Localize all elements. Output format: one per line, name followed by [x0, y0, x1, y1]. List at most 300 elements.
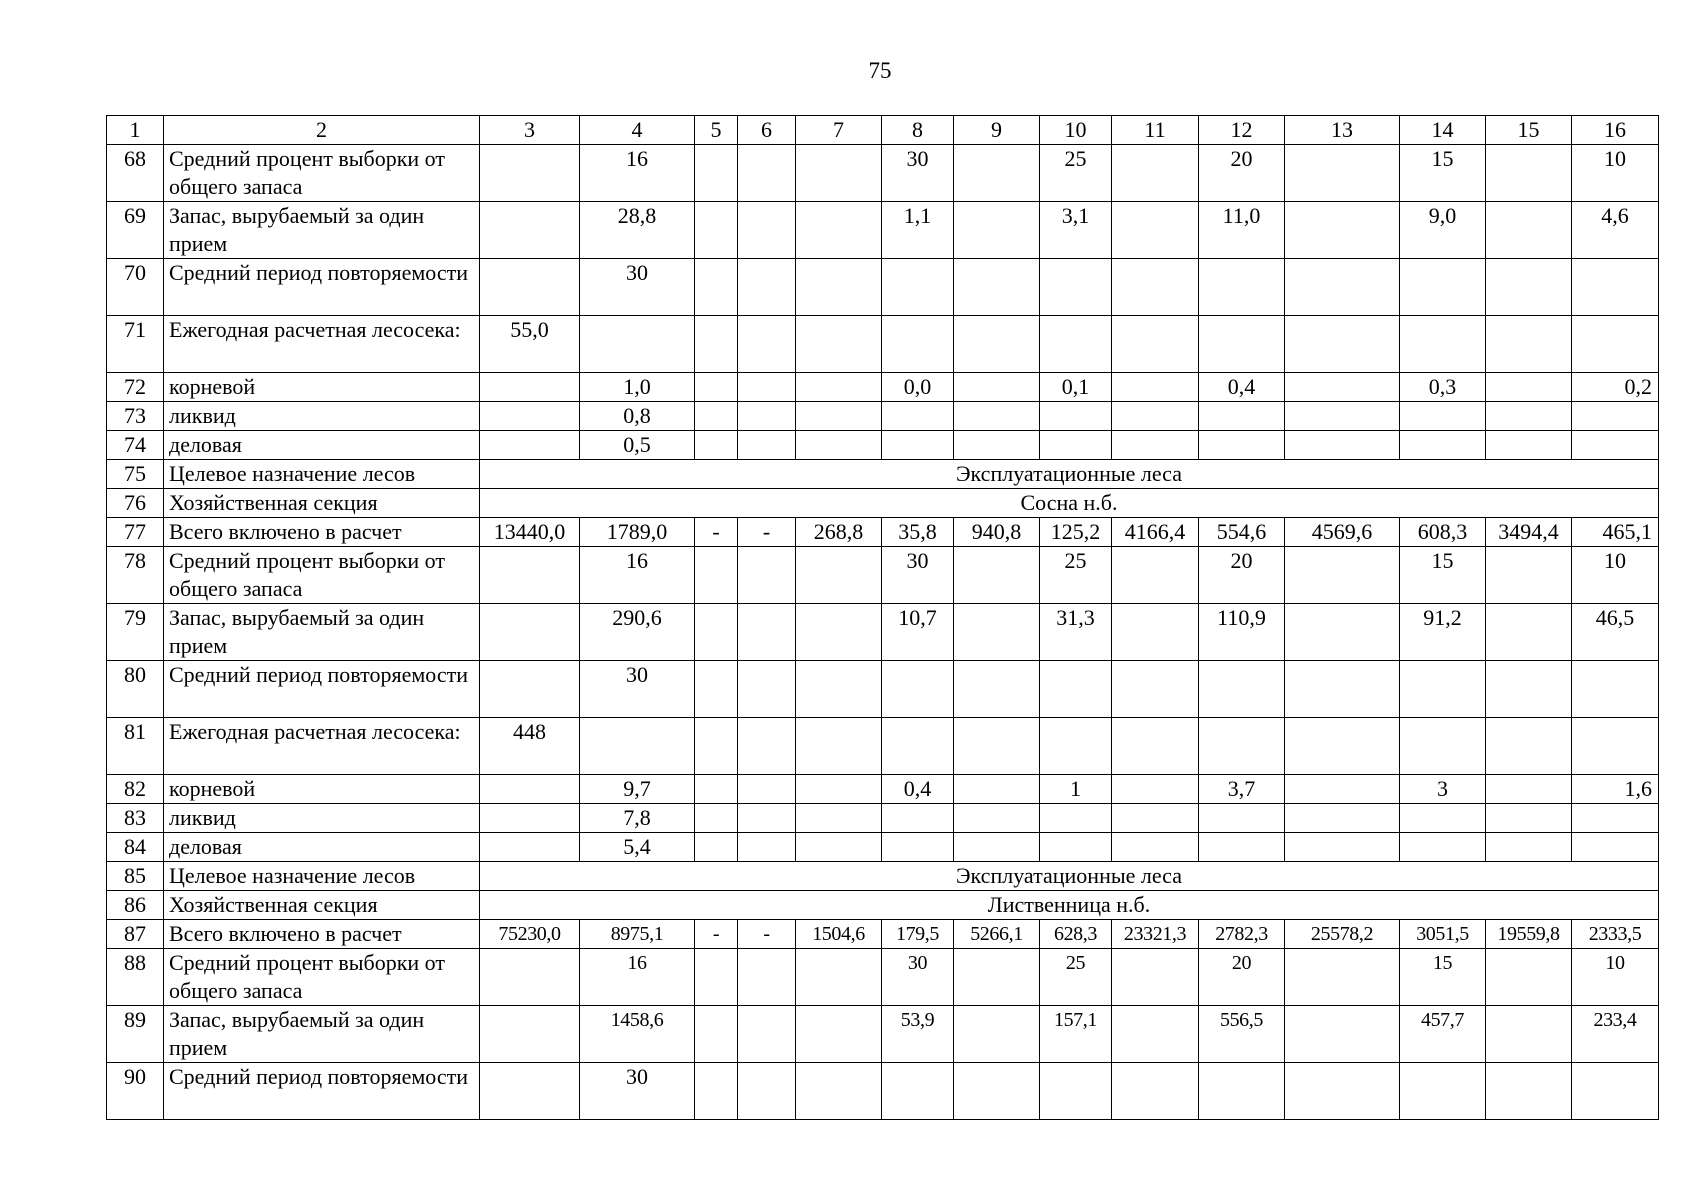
data-cell [695, 316, 738, 373]
section-value: Лиственница н.б. [480, 891, 1659, 920]
data-cell [1285, 804, 1400, 833]
data-cell [1400, 1063, 1486, 1120]
header-cell: 8 [882, 116, 954, 145]
header-cell: 16 [1572, 116, 1659, 145]
data-cell [695, 202, 738, 259]
row-number: 75 [107, 460, 164, 489]
data-cell [1486, 259, 1572, 316]
row-number: 70 [107, 259, 164, 316]
table-row [107, 402, 1659, 431]
row-number: 76 [107, 489, 164, 518]
row-number: 81 [107, 718, 164, 775]
data-cell: 465,1 [1572, 518, 1659, 547]
data-cell [1199, 718, 1285, 775]
data-cell [1040, 402, 1112, 431]
data-cell: 16 [580, 547, 695, 604]
table-row [107, 604, 1659, 661]
data-cell: 5,4 [580, 833, 695, 862]
data-cell: 30 [882, 547, 954, 604]
header-cell: 2 [164, 116, 480, 145]
data-cell: 3494,4 [1486, 518, 1572, 547]
data-cell: 125,2 [1040, 518, 1112, 547]
data-cell [1112, 431, 1199, 460]
row-label: ликвид [164, 804, 480, 833]
data-cell [1285, 833, 1400, 862]
data-cell [480, 402, 580, 431]
data-cell [1400, 804, 1486, 833]
data-cell: 30 [580, 1063, 695, 1120]
data-cell [1400, 402, 1486, 431]
data-cell [480, 259, 580, 316]
row-number: 78 [107, 547, 164, 604]
data-cell: 9,7 [580, 775, 695, 804]
data-cell: 179,5 [882, 920, 954, 949]
data-cell [954, 604, 1040, 661]
data-cell [695, 547, 738, 604]
row-number: 83 [107, 804, 164, 833]
data-cell: 608,3 [1400, 518, 1486, 547]
data-cell [1572, 316, 1659, 373]
data-cell [954, 145, 1040, 202]
data-cell: 23321,3 [1112, 920, 1199, 949]
data-cell: 15 [1400, 145, 1486, 202]
data-cell [1486, 775, 1572, 804]
data-cell [954, 402, 1040, 431]
data-cell [796, 259, 882, 316]
data-cell: 10 [1572, 547, 1659, 604]
data-cell: 16 [580, 145, 695, 202]
data-cell [954, 547, 1040, 604]
data-cell [1486, 833, 1572, 862]
data-cell: 20 [1199, 949, 1285, 1006]
data-cell: 3,1 [1040, 202, 1112, 259]
data-cell [1486, 604, 1572, 661]
data-cell: 3051,5 [1400, 920, 1486, 949]
table-row [107, 1006, 1659, 1063]
data-cell [1112, 373, 1199, 402]
data-cell [1199, 316, 1285, 373]
data-cell: 268,8 [796, 518, 882, 547]
row-label: Средний период повторяемости [164, 259, 480, 316]
data-cell [1112, 661, 1199, 718]
row-number: 84 [107, 833, 164, 862]
data-cell [796, 547, 882, 604]
data-cell [1112, 145, 1199, 202]
header-cell: 9 [954, 116, 1040, 145]
data-cell: 15 [1400, 547, 1486, 604]
data-cell: 1504,6 [796, 920, 882, 949]
row-number: 68 [107, 145, 164, 202]
section-value: Эксплуатационные леса [480, 460, 1659, 489]
data-cell [796, 804, 882, 833]
data-cell: 19559,8 [1486, 920, 1572, 949]
data-cell [954, 804, 1040, 833]
data-cell [1285, 1063, 1400, 1120]
data-cell: 25 [1040, 145, 1112, 202]
data-cell [1400, 259, 1486, 316]
data-cell [796, 604, 882, 661]
row-label: Запас, вырубаемый за один прием [164, 604, 480, 661]
row-number: 80 [107, 661, 164, 718]
data-cell [1112, 949, 1199, 1006]
page-number: 75 [868, 58, 892, 83]
data-cell: 11,0 [1199, 202, 1285, 259]
row-label: Средний процент выборки от общего запаса [164, 145, 480, 202]
table-row [107, 804, 1659, 833]
data-cell [738, 1063, 796, 1120]
data-cell [954, 316, 1040, 373]
data-cell: 457,7 [1400, 1006, 1486, 1063]
data-cell [1112, 804, 1199, 833]
header-cell: 12 [1199, 116, 1285, 145]
data-cell [796, 949, 882, 1006]
data-cell [954, 661, 1040, 718]
data-cell: 0,4 [1199, 373, 1285, 402]
data-cell [1199, 259, 1285, 316]
data-cell [480, 373, 580, 402]
data-cell [1486, 718, 1572, 775]
data-cell: 110,9 [1199, 604, 1285, 661]
header-cell: 5 [695, 116, 738, 145]
data-cell [1572, 431, 1659, 460]
data-cell: 7,8 [580, 804, 695, 833]
data-cell [1285, 547, 1400, 604]
row-number: 72 [107, 373, 164, 402]
data-cell [954, 373, 1040, 402]
data-cell [695, 373, 738, 402]
data-cell [1199, 804, 1285, 833]
data-cell [480, 202, 580, 259]
data-cell [954, 1063, 1040, 1120]
data-cell [954, 949, 1040, 1006]
data-cell: 4166,4 [1112, 518, 1199, 547]
data-cell: 4569,6 [1285, 518, 1400, 547]
row-label: Хозяйственная секция [164, 891, 480, 920]
data-cell [738, 949, 796, 1006]
row-number: 82 [107, 775, 164, 804]
data-cell [1486, 547, 1572, 604]
data-cell: - [738, 920, 796, 949]
data-cell [695, 604, 738, 661]
table-row [107, 661, 1659, 718]
data-cell [1400, 661, 1486, 718]
data-cell [1112, 718, 1199, 775]
data-cell [1285, 1006, 1400, 1063]
data-cell [480, 604, 580, 661]
row-label: Всего включено в расчет [164, 518, 480, 547]
data-cell: 3,7 [1199, 775, 1285, 804]
data-cell [954, 1006, 1040, 1063]
header-cell: 14 [1400, 116, 1486, 145]
data-cell [695, 661, 738, 718]
data-cell [796, 202, 882, 259]
data-cell: 628,3 [1040, 920, 1112, 949]
table-row [107, 518, 1659, 547]
data-cell [1486, 804, 1572, 833]
data-cell [695, 1006, 738, 1063]
data-cell [695, 431, 738, 460]
data-cell [480, 431, 580, 460]
row-number: 87 [107, 920, 164, 949]
data-cell [1285, 604, 1400, 661]
data-cell [1285, 402, 1400, 431]
data-cell [1572, 804, 1659, 833]
data-cell [1285, 718, 1400, 775]
row-label: Запас, вырубаемый за один прием [164, 202, 480, 259]
row-number: 74 [107, 431, 164, 460]
data-cell: 4,6 [1572, 202, 1659, 259]
data-cell [738, 604, 796, 661]
data-cell [738, 431, 796, 460]
row-label: корневой [164, 775, 480, 804]
table-row [107, 920, 1659, 949]
data-cell [1572, 718, 1659, 775]
data-cell: 554,6 [1199, 518, 1285, 547]
data-cell [1572, 661, 1659, 718]
data-cell [1486, 1063, 1572, 1120]
data-cell [738, 661, 796, 718]
data-cell: 9,0 [1400, 202, 1486, 259]
data-cell [738, 145, 796, 202]
data-cell: 0,5 [580, 431, 695, 460]
data-cell [1400, 316, 1486, 373]
data-cell [796, 316, 882, 373]
data-cell [796, 431, 882, 460]
data-cell [796, 373, 882, 402]
data-cell [1112, 547, 1199, 604]
header-cell: 15 [1486, 116, 1572, 145]
data-cell [695, 718, 738, 775]
data-cell [1112, 1063, 1199, 1120]
row-number: 69 [107, 202, 164, 259]
data-cell [1199, 431, 1285, 460]
data-cell [1112, 775, 1199, 804]
forest-data-table [106, 115, 1659, 1120]
data-cell [480, 775, 580, 804]
header-cell: 7 [796, 116, 882, 145]
row-number: 86 [107, 891, 164, 920]
data-cell [1572, 1063, 1659, 1120]
data-cell [480, 1063, 580, 1120]
data-cell [580, 316, 695, 373]
data-cell: 1,6 [1572, 775, 1659, 804]
data-cell: 20 [1199, 145, 1285, 202]
data-cell [954, 259, 1040, 316]
table-row [107, 202, 1659, 259]
data-cell [480, 833, 580, 862]
data-cell: 448 [480, 718, 580, 775]
data-cell: 75230,0 [480, 920, 580, 949]
data-cell [695, 949, 738, 1006]
data-cell: 30 [882, 949, 954, 1006]
data-cell [1486, 661, 1572, 718]
row-number: 89 [107, 1006, 164, 1063]
data-cell [480, 1006, 580, 1063]
data-cell: 16 [580, 949, 695, 1006]
data-cell [1285, 373, 1400, 402]
data-cell: 0,8 [580, 402, 695, 431]
data-cell [796, 402, 882, 431]
data-cell [1572, 833, 1659, 862]
data-cell: 1458,6 [580, 1006, 695, 1063]
data-cell: 0,4 [882, 775, 954, 804]
data-cell [580, 718, 695, 775]
data-cell [796, 145, 882, 202]
data-cell: 2333,5 [1572, 920, 1659, 949]
data-cell [738, 202, 796, 259]
header-row [107, 116, 1659, 145]
row-number: 88 [107, 949, 164, 1006]
data-cell [796, 833, 882, 862]
data-cell: 25 [1040, 547, 1112, 604]
data-cell [882, 431, 954, 460]
data-cell [882, 1063, 954, 1120]
data-cell [1112, 259, 1199, 316]
data-cell: - [738, 518, 796, 547]
data-cell [1285, 145, 1400, 202]
data-cell: 28,8 [580, 202, 695, 259]
data-cell [1486, 373, 1572, 402]
data-cell [738, 833, 796, 862]
table-body [107, 116, 1659, 1120]
data-cell: 55,0 [480, 316, 580, 373]
row-number: 71 [107, 316, 164, 373]
header-cell: 4 [580, 116, 695, 145]
table-row [107, 547, 1659, 604]
data-cell [695, 804, 738, 833]
data-cell [1285, 316, 1400, 373]
data-cell: 290,6 [580, 604, 695, 661]
data-cell [796, 1063, 882, 1120]
data-cell: 3 [1400, 775, 1486, 804]
data-cell [954, 718, 1040, 775]
row-label: ликвид [164, 402, 480, 431]
row-label: Ежегодная расчетная лесосека: [164, 316, 480, 373]
row-label: Целевое назначение лесов [164, 460, 480, 489]
row-label: Средний процент выборки от общего запаса [164, 949, 480, 1006]
data-cell: 46,5 [1572, 604, 1659, 661]
data-cell: 1,1 [882, 202, 954, 259]
data-cell [1572, 402, 1659, 431]
row-label: Хозяйственная секция [164, 489, 480, 518]
header-cell: 6 [738, 116, 796, 145]
header-cell: 3 [480, 116, 580, 145]
data-cell [1199, 402, 1285, 431]
data-cell [1112, 402, 1199, 431]
data-cell [1400, 431, 1486, 460]
data-cell [480, 547, 580, 604]
data-cell [1040, 1063, 1112, 1120]
data-cell [796, 1006, 882, 1063]
data-cell [480, 949, 580, 1006]
data-cell: 233,4 [1572, 1006, 1659, 1063]
data-cell [1112, 833, 1199, 862]
data-cell [738, 718, 796, 775]
data-cell: 0,0 [882, 373, 954, 402]
data-cell: 91,2 [1400, 604, 1486, 661]
header-cell: 13 [1285, 116, 1400, 145]
table-row [107, 1063, 1659, 1120]
data-cell: 940,8 [954, 518, 1040, 547]
header-cell: 11 [1112, 116, 1199, 145]
row-number: 79 [107, 604, 164, 661]
data-cell: 20 [1199, 547, 1285, 604]
data-cell [882, 661, 954, 718]
data-cell: - [695, 518, 738, 547]
data-cell [480, 804, 580, 833]
data-cell: 0,1 [1040, 373, 1112, 402]
table-row [107, 775, 1659, 804]
data-cell [882, 402, 954, 431]
data-cell [738, 1006, 796, 1063]
data-cell: 35,8 [882, 518, 954, 547]
table-row [107, 949, 1659, 1006]
row-label: Ежегодная расчетная лесосека: [164, 718, 480, 775]
data-cell [1112, 316, 1199, 373]
row-number: 90 [107, 1063, 164, 1120]
data-cell: 0,2 [1572, 373, 1659, 402]
data-cell: 10 [1572, 145, 1659, 202]
data-cell [1285, 775, 1400, 804]
data-cell [1285, 202, 1400, 259]
data-cell [480, 145, 580, 202]
data-cell: 5266,1 [954, 920, 1040, 949]
data-cell [738, 373, 796, 402]
data-cell: 10 [1572, 949, 1659, 1006]
data-cell: 1 [1040, 775, 1112, 804]
section-row [107, 891, 1659, 920]
data-cell [1400, 833, 1486, 862]
data-cell: 25 [1040, 949, 1112, 1006]
data-cell: 30 [882, 145, 954, 202]
data-cell: 556,5 [1199, 1006, 1285, 1063]
data-cell [738, 259, 796, 316]
data-cell [1486, 1006, 1572, 1063]
section-row [107, 489, 1659, 518]
data-cell [738, 316, 796, 373]
row-label: деловая [164, 431, 480, 460]
data-cell: 157,1 [1040, 1006, 1112, 1063]
row-label: Целевое назначение лесов [164, 862, 480, 891]
data-cell [1040, 804, 1112, 833]
data-cell [695, 402, 738, 431]
table-row [107, 373, 1659, 402]
row-number: 73 [107, 402, 164, 431]
row-label: Средний период повторяемости [164, 1063, 480, 1120]
data-cell: 31,3 [1040, 604, 1112, 661]
section-value: Сосна н.б. [480, 489, 1659, 518]
data-cell: 25578,2 [1285, 920, 1400, 949]
table-row [107, 259, 1659, 316]
data-cell [882, 718, 954, 775]
data-cell [1486, 316, 1572, 373]
data-cell [1040, 833, 1112, 862]
data-cell [1040, 259, 1112, 316]
table-row [107, 316, 1659, 373]
data-cell [1285, 661, 1400, 718]
row-label: Всего включено в расчет [164, 920, 480, 949]
data-cell: 1,0 [580, 373, 695, 402]
data-cell [1199, 661, 1285, 718]
data-cell [1285, 259, 1400, 316]
row-label: корневой [164, 373, 480, 402]
data-cell [695, 775, 738, 804]
section-value: Эксплуатационные леса [480, 862, 1659, 891]
data-cell [1572, 259, 1659, 316]
data-cell [1040, 316, 1112, 373]
data-cell [796, 661, 882, 718]
data-cell: 15 [1400, 949, 1486, 1006]
